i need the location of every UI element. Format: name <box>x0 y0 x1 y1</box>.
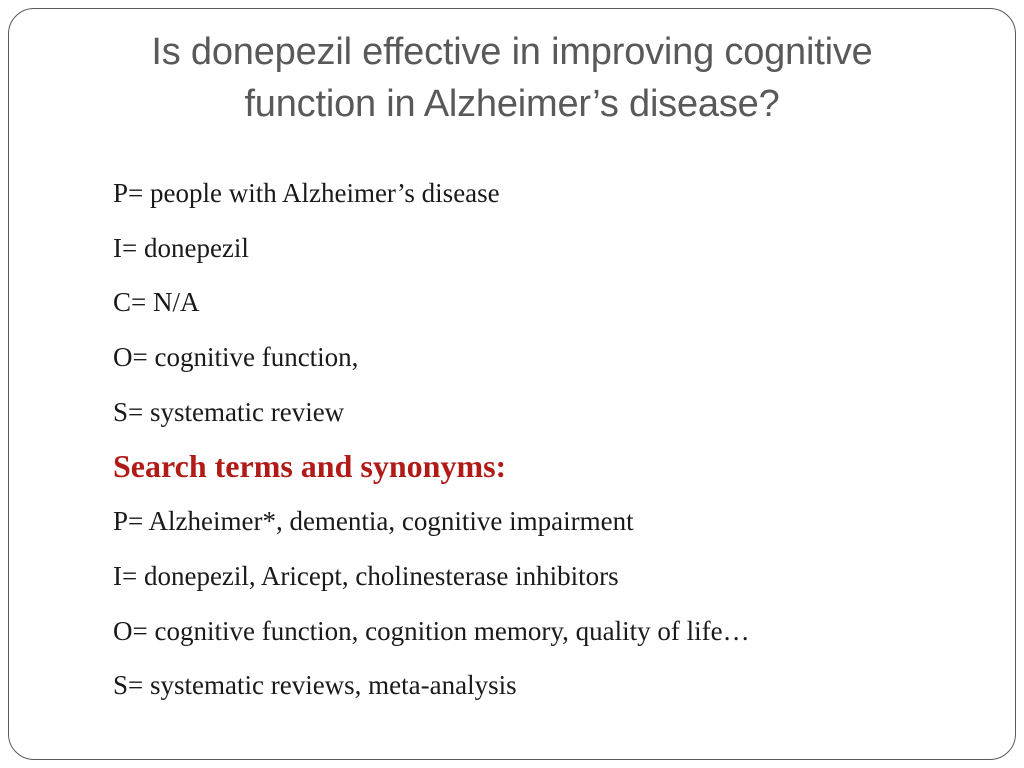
slide-title <box>0 26 1024 130</box>
pico-population: P= people with Alzheimer’s disease <box>113 178 500 208</box>
pico-comparison: C= N/A <box>113 287 200 318</box>
pico-outcome: O= cognitive function, <box>113 342 359 373</box>
search-terms-outcome: O= cognitive function, cognition memory, quality of life… <box>113 615 750 646</box>
search-terms-heading: Search terms and synonyms: <box>113 448 507 485</box>
slide-title-line-2: function in Alzheimer’s disease? <box>244 83 780 125</box>
pico-study-type: S= systematic review <box>113 396 345 427</box>
search-terms-intervention: I= donepezil, Aricept, cholinesterase inhibitors <box>113 560 619 591</box>
slide-body <box>113 166 993 713</box>
pico-intervention: I= donepezil <box>113 232 249 263</box>
search-terms-population: P= Alzheimer*, dementia, cognitive impairment <box>113 506 634 537</box>
slide-title-line-1: Is donepezil effective in improving cognitive <box>151 31 873 73</box>
search-terms-study-type: S= systematic reviews, meta-analysis <box>113 670 517 701</box>
